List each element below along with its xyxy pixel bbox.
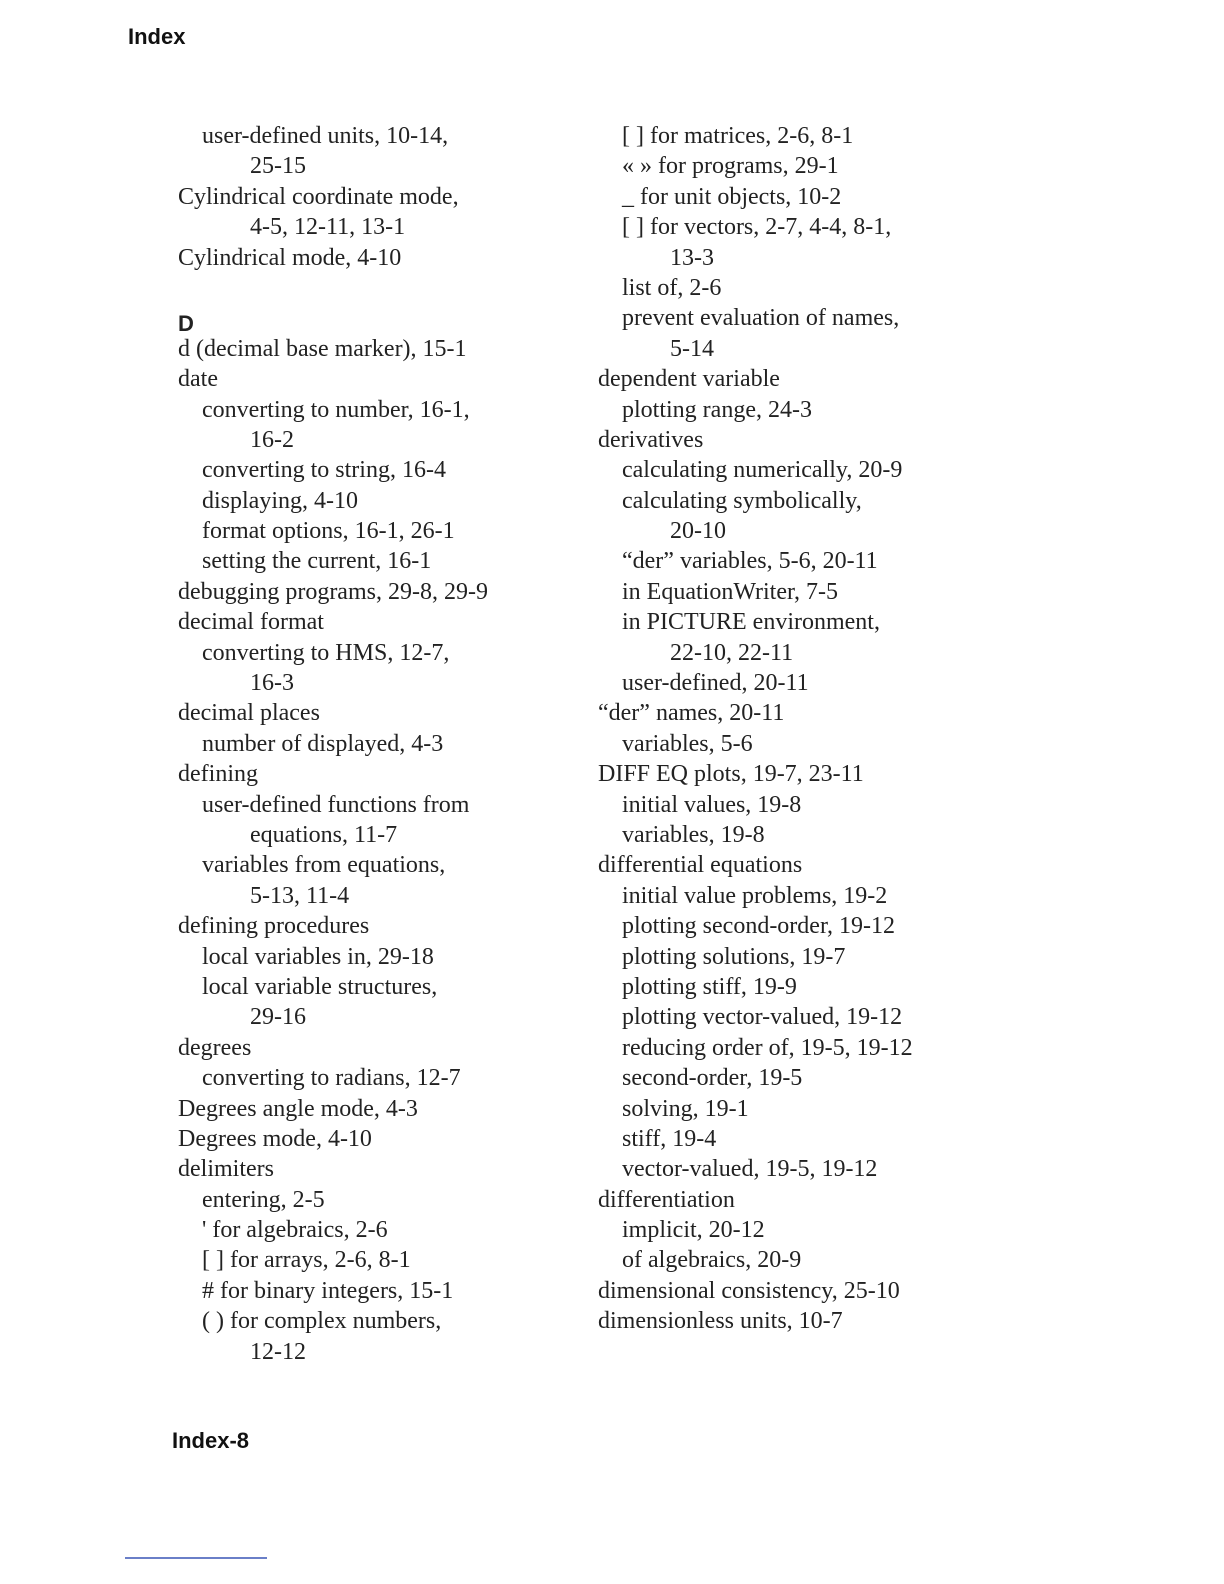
index-entry: Cylindrical coordinate mode, — [178, 183, 459, 210]
index-entry: in EquationWriter, 7-5 — [622, 578, 839, 605]
index-entry: second-order, 19-5 — [622, 1065, 803, 1092]
index-entry: Cylindrical mode, 4-10 — [178, 244, 402, 271]
index-entry: ' for algebraics, 2-6 — [202, 1217, 388, 1244]
index-entry: format options, 16-1, 26-1 — [202, 518, 455, 545]
index-entry: calculating numerically, 20-9 — [622, 457, 903, 484]
index-entry: defining procedures — [178, 913, 370, 940]
footer-rule — [125, 1557, 267, 1559]
index-entry: initial value problems, 19-2 — [622, 882, 888, 909]
index-entry: decimal places — [178, 700, 320, 727]
index-entry: in PICTURE environment, — [622, 609, 880, 636]
index-entry: ( ) for complex numbers, — [202, 1308, 442, 1335]
index-entry: 16-2 — [250, 426, 294, 453]
index-entry: local variables in, 29-18 — [202, 943, 434, 970]
index-entry: user-defined functions from — [202, 791, 470, 818]
index-entry: calculating symbolically, — [622, 487, 862, 514]
index-entry: prevent evaluation of names, — [622, 305, 900, 332]
spacer — [178, 273, 578, 303]
index-entry: local variable structures, — [202, 973, 438, 1000]
index-entry: “der” names, 20-11 — [598, 700, 785, 727]
index-column-left — [178, 121, 578, 1367]
index-entry: Degrees mode, 4-10 — [178, 1125, 372, 1152]
index-entry: decimal format — [178, 609, 324, 636]
page-header-title: Index — [128, 24, 186, 49]
index-entry: defining — [178, 761, 258, 788]
index-column-right — [598, 121, 1038, 1337]
index-entry: 5-13, 11-4 — [250, 882, 350, 909]
index-entry: list of, 2-6 — [622, 274, 722, 301]
index-entry: dependent variable — [598, 366, 780, 393]
index-entry: plotting range, 24-3 — [622, 396, 812, 423]
index-entry: vector-valued, 19-5, 19-12 — [622, 1156, 878, 1183]
index-entry: displaying, 4-10 — [202, 487, 358, 514]
index-entry: implicit, 20-12 — [622, 1217, 765, 1244]
index-entry: 5-14 — [670, 335, 714, 362]
index-entry: 12-12 — [250, 1338, 306, 1365]
index-entry: dimensionless units, 10-7 — [598, 1308, 843, 1335]
index-entry: user-defined units, 10-14, — [202, 123, 449, 149]
index-entry: reducing order of, 19-5, 19-12 — [622, 1034, 913, 1061]
index-entry: converting to HMS, 12-7, — [202, 639, 450, 666]
index-entry: converting to string, 16-4 — [202, 457, 446, 484]
section-letter: D — [178, 311, 194, 337]
index-entry: Degrees angle mode, 4-3 — [178, 1095, 418, 1122]
index-entry: # for binary integers, 15-1 — [202, 1277, 454, 1304]
index-entry: variables from equations, — [202, 852, 446, 879]
index-entry: _ for unit objects, 10-2 — [622, 183, 842, 210]
index-entry: « » for programs, 29-1 — [622, 153, 839, 180]
index-entry: plotting solutions, 19-7 — [622, 943, 846, 970]
index-entry: setting the current, 16-1 — [202, 548, 432, 575]
index-entry: DIFF EQ plots, 19-7, 23-11 — [598, 761, 864, 788]
index-entry: dimensional consistency, 25-10 — [598, 1277, 900, 1304]
index-entry: differentiation — [598, 1186, 735, 1213]
index-entry: degrees — [178, 1034, 252, 1061]
page-footer-label: Index-8 — [172, 1428, 250, 1453]
index-entry: converting to radians, 12-7 — [202, 1065, 461, 1092]
index-entry: d (decimal base marker), 15-1 — [178, 335, 467, 362]
index-entry: initial values, 19-8 — [622, 791, 802, 818]
index-entry: solving, 19-1 — [622, 1095, 749, 1122]
index-entry: differential equations — [598, 852, 803, 879]
index-entry: of algebraics, 20-9 — [622, 1247, 802, 1274]
index-entry: user-defined, 20-11 — [622, 670, 809, 697]
index-entry: stiff, 19-4 — [622, 1125, 717, 1152]
index-entry: variables, 19-8 — [622, 821, 765, 848]
index-entry: 20-10 — [670, 518, 726, 545]
index-entry: 29-16 — [250, 1004, 306, 1031]
index-entry: 13-3 — [670, 244, 714, 271]
index-entry: [ ] for matrices, 2-6, 8-1 — [622, 123, 854, 149]
index-entry: converting to number, 16-1, — [202, 396, 470, 423]
index-entry: variables, 5-6 — [622, 730, 753, 757]
index-entry: number of displayed, 4-3 — [202, 730, 444, 757]
index-entry: date — [178, 366, 218, 393]
index-entry: 16-3 — [250, 670, 294, 697]
index-entry: 4-5, 12-11, 13-1 — [250, 214, 406, 241]
index-entry: 25-15 — [250, 153, 306, 180]
index-entry: [ ] for vectors, 2-7, 4-4, 8-1, — [622, 214, 892, 241]
index-entry: [ ] for arrays, 2-6, 8-1 — [202, 1247, 411, 1274]
index-entry: entering, 2-5 — [202, 1186, 325, 1213]
index-entry: 22-10, 22-11 — [670, 639, 794, 666]
index-entry: debugging programs, 29-8, 29-9 — [178, 578, 488, 605]
index-entry: “der” variables, 5-6, 20-11 — [622, 548, 878, 575]
index-entry: plotting vector-valued, 19-12 — [622, 1004, 903, 1031]
index-entry: equations, 11-7 — [250, 821, 398, 848]
index-entry: derivatives — [598, 426, 704, 453]
index-entry: delimiters — [178, 1156, 274, 1183]
index-entry: plotting stiff, 19-9 — [622, 973, 797, 1000]
index-entry: plotting second-order, 19-12 — [622, 913, 895, 940]
